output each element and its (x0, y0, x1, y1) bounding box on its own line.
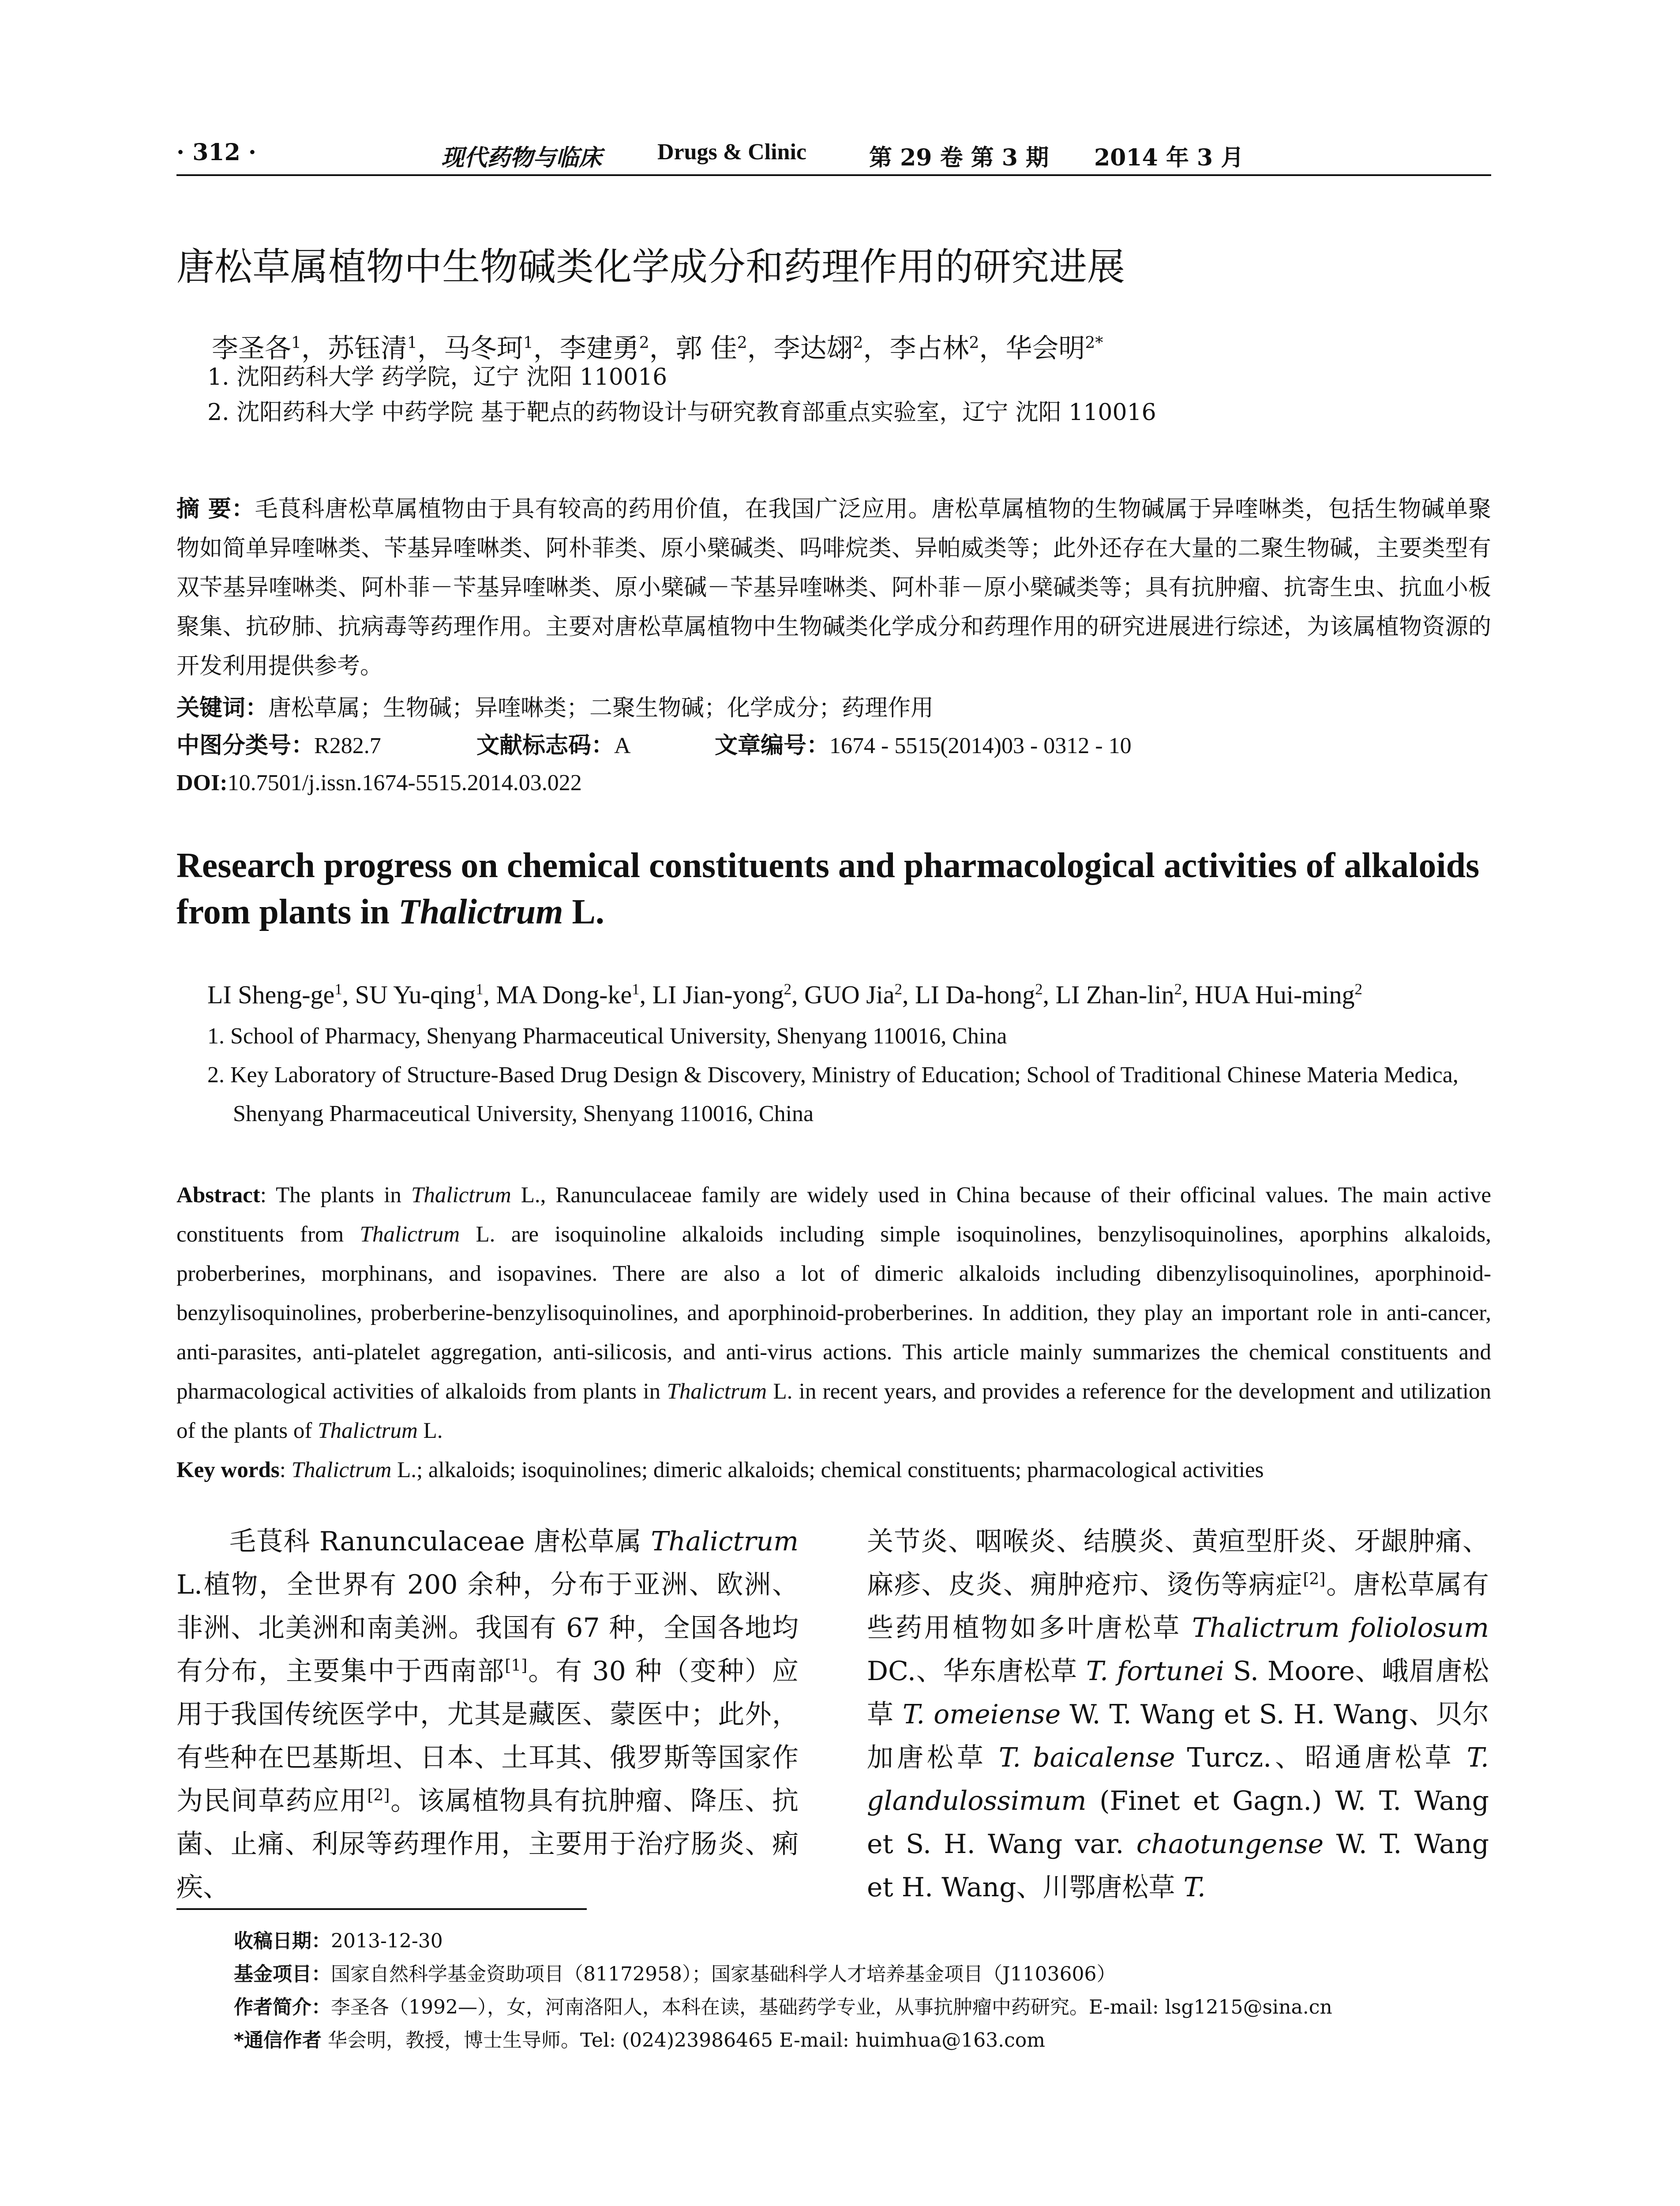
taxon-name: T. baicalense (998, 1742, 1175, 1773)
text-run: (Finet et Gagn.) W. T. Wang et S. H. Wang var. (867, 1786, 1489, 1860)
author-affiliation-mark: 1 (407, 334, 417, 352)
footnote-text: 国家自然科学基金资助项目（81172958）；国家基础科学人才培养基金项目（J1103606） (331, 1963, 1116, 1985)
author-affiliation-mark: 2 (784, 980, 792, 998)
footnote-corresponding (234, 2025, 1045, 2056)
abstract-en-label: Abstract (176, 1183, 260, 1208)
abstract-en (176, 1176, 1491, 1490)
clc-label: 中图分类号： (176, 732, 315, 759)
text-run: 。该属植物具有抗肿瘤、降压、抗菌、止痛、利尿等药理作用，主要用于治疗肠炎、痢疾、 (176, 1786, 799, 1903)
title-en-genus: Thalictrum (398, 893, 563, 931)
keywords-cn (176, 690, 934, 726)
author-separator: ， (533, 333, 560, 364)
body-paragraph (176, 1520, 799, 1909)
text-run: W. T. Wang et H. Wang、川鄂唐松草 (867, 1829, 1489, 1903)
author-separator: , (1182, 980, 1195, 1009)
footnote-text: 2013-12-30 (331, 1930, 443, 1952)
author-name: 苏钰清 (327, 333, 407, 364)
text-run: 关节炎、咽喉炎、结膜炎、黄疸型肝炎、牙龈肿痛、麻疹、皮炎、痈肿疮疖、烫伤等病症 (867, 1526, 1489, 1600)
footnote-author-bio (234, 1992, 1332, 2023)
author-affiliation-mark: 2 (737, 334, 747, 352)
journal-name-en: Drugs & Clinic (657, 139, 806, 165)
affiliation-en-2: 2. Key Laboratory of Structure-Based Drug Design & Discovery, Ministry of Education; School of Traditional Chinese Materia Medica, Shenyang Pharmaceutical University, Shenyang 110016, China (207, 1062, 1459, 1126)
author-affiliation-mark: 2 (969, 334, 979, 352)
author-affiliation-mark: 2 (894, 980, 903, 998)
title-en-part1: Research progress on chemical constituents and pharmacological activities of alkaloids from plants in (176, 846, 1480, 931)
text-run: : The plants in (260, 1183, 411, 1208)
footnote-funding (234, 1959, 1116, 1990)
taxon-name: T. glandulossimum (867, 1742, 1489, 1816)
footnote-label: 基金项目： (234, 1963, 331, 1985)
doc-code-value: A (614, 733, 631, 758)
journal-name-cn: 现代药物与临床 (441, 144, 602, 171)
header-rule (176, 174, 1491, 176)
footnote-received (234, 1926, 443, 1957)
title-en-part2: L. (563, 893, 604, 931)
author-affiliation-mark: 1 (291, 334, 301, 352)
text-run: Turcz.、昭通唐松草 (1175, 1742, 1467, 1773)
author-separator: , (1042, 980, 1056, 1009)
title-en (176, 843, 1491, 935)
taxon-name: Thalictrum (411, 1183, 511, 1208)
author-name: LI Da-hong (915, 980, 1035, 1009)
affiliation-cn-1: 1. 沈阳药科大学 药学院，辽宁 沈阳 110016 (207, 364, 668, 390)
author-name: MA Dong-ke (496, 980, 632, 1009)
title-cn: 唐松草属植物中生物碱类化学成分和药理作用的研究进展 (176, 245, 1125, 289)
volume-issue: 第 29 卷 第 3 期 (869, 144, 1049, 171)
author-name: SU Yu-qing (355, 980, 476, 1009)
body-paragraph-continued (867, 1520, 1489, 1909)
author-affiliation-mark: 2* (1085, 334, 1103, 352)
footnote-rule (176, 1908, 587, 1910)
taxon-name: T. (1183, 1872, 1206, 1903)
author-name: 李建勇 (559, 333, 639, 364)
abstract-cn (176, 490, 1491, 686)
text-run: L., Ranunculaceae family are widely used in China because of their officinal values. The main active constituents from (176, 1183, 1492, 1247)
keywords-cn-label: 关键词： (176, 695, 269, 721)
taxon-name: Thalictrum foliolosum (1192, 1613, 1489, 1643)
author-name: 郭 佳 (675, 333, 737, 364)
author-name: 马冬珂 (443, 333, 523, 364)
author-affiliation-mark: 2 (639, 334, 649, 352)
affiliation-cn-2: 2. 沈阳药科大学 中药学院 基于靶点的药物设计与研究教育部重点实验室，辽宁 沈阳 110016 (207, 399, 1156, 426)
author-name: HUA Hui-ming (1195, 980, 1355, 1009)
taxon-name: T. fortunei (1086, 1656, 1225, 1687)
text-run: L.植物，全世界有 200 余种，分布于亚洲、欧洲、非洲、北美洲和南美洲。我国有 67 种，全国各地均有分布，主要集中于西南部 (176, 1569, 799, 1687)
issue-date: 2014 年 3 月 (1094, 144, 1244, 171)
text-run: 。唐松草属有些药用植物如多叶唐松草 (867, 1569, 1489, 1643)
author-name: GUO Jia (804, 980, 895, 1009)
author-separator: , (639, 980, 652, 1009)
abstract-en-text (176, 1183, 1491, 1443)
author-separator: ， (301, 333, 328, 364)
author-affiliation-mark: 1 (476, 980, 484, 998)
article-no-label: 文章编号： (715, 732, 830, 759)
author-name: LI Zhan-lin (1055, 980, 1174, 1009)
author-name: 李圣各 (212, 333, 291, 364)
taxon-name: T. omeiense (902, 1699, 1061, 1730)
author-separator: , (902, 980, 915, 1009)
text-run: L. (417, 1418, 443, 1443)
author-name: LI Sheng-ge (207, 980, 335, 1009)
affiliation-en-1: 1. School of Pharmacy, Shenyang Pharmaceutical University, Shenyang 110016, China (207, 1024, 1007, 1049)
author-affiliation-mark: 1 (523, 334, 533, 352)
text-run: S. Moore、峨眉唐松草 (867, 1656, 1489, 1730)
keywords-en-label: Key words (176, 1458, 280, 1482)
doc-code-label: 文献标志码： (476, 732, 615, 759)
text-run: DC.、华东唐松草 (867, 1656, 1086, 1687)
author-name: LI Jian-yong (652, 980, 784, 1009)
author-separator: ， (649, 333, 676, 364)
keywords-cn-text: 唐松草属；生物碱；异喹啉类；二聚生物碱；化学成分；药理作用 (268, 695, 934, 721)
taxon-name: Thalictrum (318, 1418, 418, 1443)
text-run: L. in recent years, and provides a reference for the development and utilization of the plants of (176, 1379, 1491, 1443)
taxon-name: Thalictrum (667, 1379, 767, 1404)
taxon-name: Thalictrum (360, 1222, 460, 1247)
taxon-name: Thalictrum (291, 1458, 392, 1482)
citation-ref[interactable]: [1] (505, 1657, 528, 1675)
abstract-cn-text: 毛茛科唐松草属植物由于具有较高的药用价值，在我国广泛应用。唐松草属植物的生物碱属于异喹啉类，包括生物碱单聚物如简单异喹啉类、苄基异喹啉类、阿朴菲类、原小檗碱类、吗啡烷类、异帕威类等；此外还存在大量的二聚生物碱，主要类型有双苄基异喹啉类、阿朴菲－苄基异喹啉类、原小檗碱－苄基异喹啉类、阿朴菲－原小檗碱类等；具有抗肿瘤、抗寄生虫、抗血小板聚集、抗矽肺、抗病毒等药理作用。主要对唐松草属植物中生物碱类化学成分和药理作用的研究进展进行综述，为该属植物资源的开发利用提供参考。 (176, 496, 1491, 679)
author-separator: , (483, 980, 496, 1009)
text-run: W. T. Wang et S. H. Wang、贝尔加唐松草 (867, 1699, 1489, 1773)
doi-line (176, 765, 582, 801)
taxon-name: chaotungense (1136, 1829, 1324, 1860)
citation-ref[interactable]: [2] (1303, 1570, 1326, 1588)
body-column-right (867, 1520, 1489, 1909)
author-name: 李占林 (889, 333, 969, 364)
running-header (176, 139, 1491, 179)
author-affiliation-mark: 1 (632, 980, 640, 998)
text-run: L.; alkaloids; isoquinolines; dimeric alkaloids; chemical constituents; pharmacological activities (391, 1458, 1264, 1482)
citation-ref[interactable]: [2] (367, 1786, 390, 1805)
keywords-en-text (280, 1458, 1264, 1482)
footnote-text: 李圣各（1992—），女，河南洛阳人，本科在读，基础药学专业，从事抗肿瘤中药研究。E-mail: lsg1215@sina.cn (331, 1996, 1332, 2018)
text-run: 。有 30 种（变种）应用于我国传统医学中，尤其是藏医、蒙医中；此外，有些种在巴基斯坦、日本、土耳其、俄罗斯等国家作为民间草药应用 (176, 1656, 799, 1816)
taxon-name: Thalictrum (651, 1526, 799, 1557)
author-affiliation-mark: 2 (1035, 980, 1043, 998)
body-column-left (176, 1520, 799, 1909)
author-affiliation-mark: 2 (1174, 980, 1182, 998)
author-separator: ， (747, 333, 774, 364)
page-number: · 312 · (176, 139, 256, 166)
text-run: 毛茛科 Ranunculaceae 唐松草属 (229, 1526, 651, 1557)
classification-line (176, 728, 1132, 764)
author-affiliation-mark: 2 (853, 334, 863, 352)
footnote-label: 收稿日期： (234, 1930, 331, 1952)
author-affiliation-mark: 2 (1354, 980, 1362, 998)
text-run: L. are isoquinoline alkaloids including simple isoquinolines, benzylisoquinolines, aporphins alkaloids, proberberines, morphinans, and isopavines. There are also a lot of dimeric alkaloids including dibenzylisoquinolines, aporphinoid-benzylisoquinolines, proberberine-benzylisoquinolines, and aporphinoid-proberberines. In addition, they play an important role in anti-cancer, anti-parasites, anti-platelet aggregation, anti-silicosis, and anti-virus actions. This article mainly summarizes the chemical constituents and pharmacological activities of alkaloids from plants in (176, 1222, 1492, 1404)
author-name: 李达翃 (773, 333, 853, 364)
author-name: 华会明 (1005, 333, 1085, 364)
clc-value: R282.7 (314, 733, 381, 758)
article-no-value: 1674 - 5515(2014)03 - 0312 - 10 (829, 733, 1132, 758)
author-separator: , (342, 980, 355, 1009)
authors-en (207, 975, 1362, 1015)
author-separator: ， (979, 333, 1006, 364)
doi-label: DOI: (176, 770, 228, 795)
affiliations-en (207, 1017, 1487, 1133)
abstract-cn-label: 摘 要： (176, 496, 255, 522)
text-run: : (279, 1458, 292, 1482)
author-affiliation-mark: 1 (334, 980, 342, 998)
footnote-text: 华会明，教授，博士生导师。Tel: (024)23986465 E-mail: huimhua@163.com (322, 2029, 1046, 2052)
author-separator: , (791, 980, 805, 1009)
footnote-label: *通信作者 (234, 2029, 322, 2052)
author-separator: ， (863, 333, 890, 364)
author-separator: ， (417, 333, 444, 364)
footnote-label: 作者简介： (234, 1996, 331, 2018)
doi-link[interactable]: 10.7501/j.issn.1674-5515.2014.03.022 (227, 770, 582, 795)
